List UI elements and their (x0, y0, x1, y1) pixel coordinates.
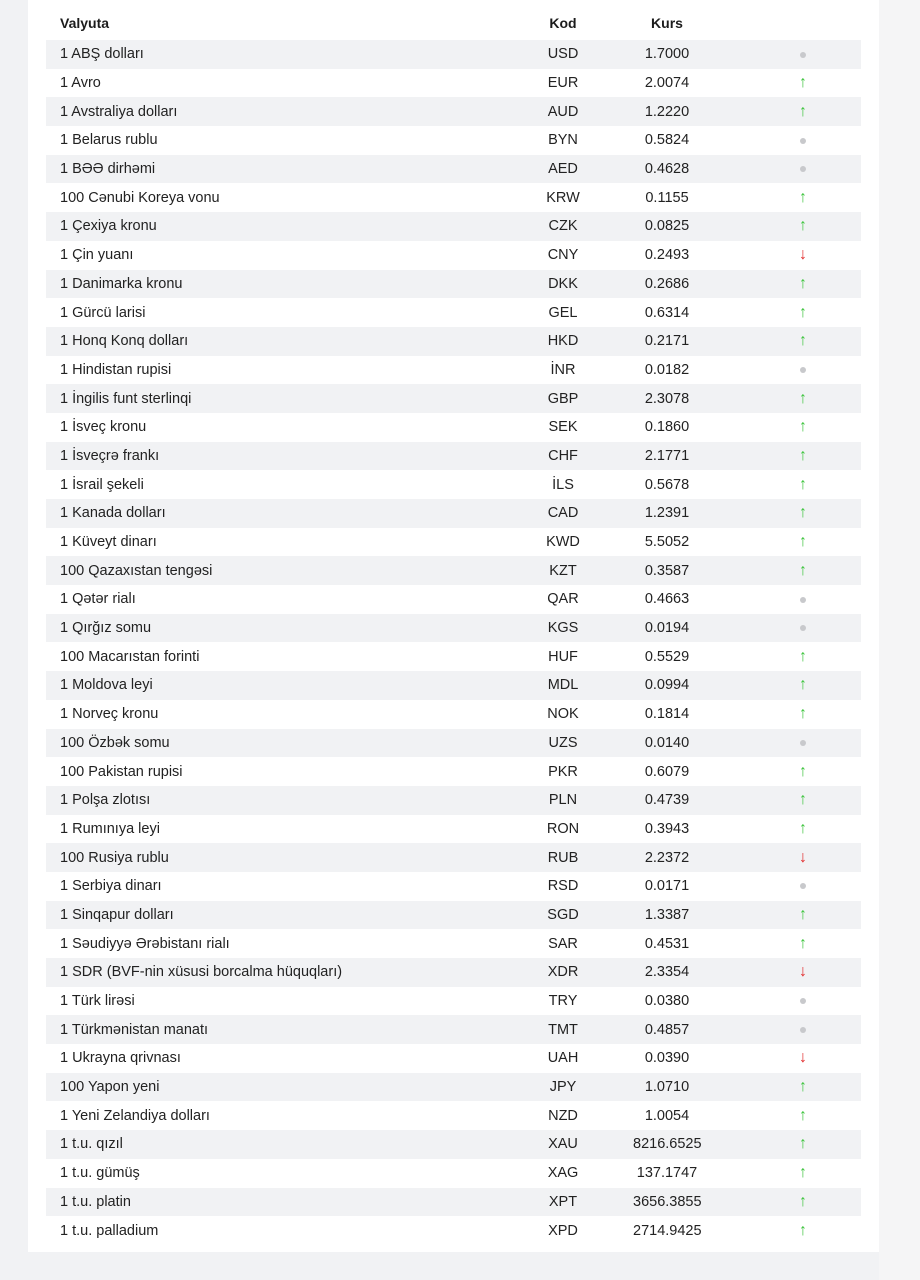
exchange-rate: 0.6314 (644, 304, 690, 321)
table-row (46, 958, 861, 987)
arrow-up-icon: ↑ (799, 74, 807, 92)
table-row (46, 126, 861, 155)
currency-name: 1 Avro (60, 75, 101, 92)
exchange-rate: 0.4857 (644, 1021, 690, 1038)
arrow-up-icon: ↑ (799, 446, 807, 464)
table-row (46, 843, 861, 872)
currency-code: CAD (547, 505, 579, 522)
currency-code: EUR (547, 75, 579, 92)
arrow-up-icon: ↑ (799, 762, 807, 780)
exchange-rate: 2.3354 (644, 964, 690, 981)
currency-name: 1 t.u. qızıl (60, 1136, 123, 1153)
neutral-dot-icon (800, 883, 806, 889)
header-currency: Valyuta (60, 15, 110, 31)
currency-code: İNR (550, 361, 576, 378)
trend-cell (701, 218, 861, 234)
trend-cell (701, 850, 861, 866)
exchange-rate: 0.5529 (644, 648, 690, 665)
currency-name: 100 Özbək somu (60, 734, 170, 751)
table-row (46, 700, 861, 729)
exchange-rate: 0.0171 (644, 878, 690, 895)
exchange-rate: 0.1814 (644, 706, 690, 723)
trend-cell (701, 477, 861, 493)
currency-name: 1 Türk lirəsi (60, 993, 135, 1010)
arrow-up-icon: ↑ (799, 533, 807, 551)
neutral-dot-icon (800, 740, 806, 746)
currency-code: XAG (547, 1165, 579, 1182)
exchange-rate: 0.1860 (644, 419, 690, 436)
trend-cell (701, 563, 861, 579)
currency-code: SGD (547, 906, 579, 923)
exchange-rate: 0.0194 (644, 620, 690, 637)
arrow-up-icon: ↑ (799, 791, 807, 809)
currency-name: 1 Polşa zlotısı (60, 792, 151, 809)
exchange-rate: 0.0825 (644, 218, 690, 235)
header-code: Kod (549, 15, 577, 31)
currency-name: 1 Yeni Zelandiya dolları (60, 1107, 210, 1124)
currency-code: KZT (549, 562, 577, 579)
currency-code: AED (548, 161, 578, 178)
table-body (46, 40, 861, 1245)
currency-name: 1 ABŞ dolları (60, 46, 144, 63)
arrow-up-icon: ↑ (799, 303, 807, 321)
currency-code: UAH (547, 1050, 579, 1067)
exchange-rate: 2714.9425 (633, 1222, 702, 1239)
arrow-up-icon: ↑ (799, 676, 807, 694)
currency-code: CNY (547, 247, 579, 264)
neutral-dot-icon (800, 998, 806, 1004)
currency-name: 100 Qazaxıstan tengəsi (60, 562, 213, 579)
table-row (46, 40, 861, 69)
currency-code: JPY (549, 1079, 577, 1096)
currency-code: GBP (547, 390, 579, 407)
table-row (46, 556, 861, 585)
trend-cell (701, 706, 861, 722)
currency-code: XAU (548, 1136, 578, 1153)
exchange-rate: 0.3587 (644, 562, 690, 579)
exchange-rate: 0.5678 (644, 476, 690, 493)
table-row (46, 69, 861, 98)
trend-cell (701, 1165, 861, 1181)
trend-cell (701, 735, 861, 751)
trend-cell (701, 305, 861, 321)
neutral-dot-icon (800, 1027, 806, 1033)
currency-code: DKK (548, 275, 578, 292)
table-row (46, 872, 861, 901)
currency-code: CZK (548, 218, 578, 235)
currency-name: 1 Türkmənistan manatı (60, 1021, 209, 1038)
trend-cell (701, 276, 861, 292)
trend-cell (701, 75, 861, 91)
trend-cell (701, 792, 861, 808)
arrow-up-icon: ↑ (799, 389, 807, 407)
trend-cell (701, 1050, 861, 1066)
trend-cell (701, 936, 861, 952)
arrow-up-icon: ↑ (799, 504, 807, 522)
table-row (46, 901, 861, 930)
currency-rates-card (28, 0, 879, 1252)
table-row (46, 499, 861, 528)
neutral-dot-icon (800, 166, 806, 172)
trend-cell (701, 993, 861, 1009)
currency-name: 1 BƏƏ dirhəmi (60, 161, 156, 178)
table-row (46, 155, 861, 184)
table-row (46, 384, 861, 413)
exchange-rate: 0.2686 (644, 275, 690, 292)
trend-cell (701, 46, 861, 62)
currency-name: 1 Səudiyyə Ərəbistanı rialı (60, 935, 230, 952)
trend-cell (701, 448, 861, 464)
currency-code: TMT (548, 1021, 578, 1038)
currency-code: SAR (548, 935, 578, 952)
neutral-dot-icon (800, 138, 806, 144)
exchange-rate: 2.1771 (644, 447, 690, 464)
exchange-rate: 2.0074 (644, 75, 690, 92)
exchange-rate: 0.5824 (644, 132, 690, 149)
table-row (46, 241, 861, 270)
trend-cell (701, 1079, 861, 1095)
neutral-dot-icon (800, 367, 806, 373)
arrow-up-icon: ↑ (799, 1078, 807, 1096)
exchange-rate: 0.2171 (644, 333, 690, 350)
trend-cell (701, 247, 861, 263)
neutral-dot-icon (800, 52, 806, 58)
currency-code: HUF (548, 648, 578, 665)
trend-cell (701, 1136, 861, 1152)
arrow-up-icon: ↑ (799, 819, 807, 837)
exchange-rate: 0.0390 (644, 1050, 690, 1067)
neutral-dot-icon (800, 597, 806, 603)
currency-name: 1 Çin yuanı (60, 247, 134, 264)
trend-cell (701, 132, 861, 148)
currency-code: TRY (548, 993, 578, 1010)
currency-name: 1 Gürcü larisi (60, 304, 146, 321)
arrow-up-icon: ↑ (799, 705, 807, 723)
exchange-rate: 1.3387 (644, 906, 690, 923)
arrow-down-icon: ↓ (799, 246, 807, 264)
currency-code: AUD (547, 103, 579, 120)
currency-code: MDL (547, 677, 579, 694)
trend-cell (701, 1223, 861, 1239)
currency-code: XDR (547, 964, 579, 981)
currency-name: 1 Çexiya kronu (60, 218, 157, 235)
arrow-up-icon: ↑ (799, 188, 807, 206)
currency-name: 1 Qırğız somu (60, 620, 152, 637)
currency-rates-table (46, 6, 861, 1245)
currency-code: KWD (546, 534, 580, 551)
table-row (46, 729, 861, 758)
table-row (46, 470, 861, 499)
arrow-up-icon: ↑ (799, 418, 807, 436)
currency-name: 1 SDR (BVF-nin xüsusi borcalma hüquqları) (60, 964, 343, 981)
currency-code: XPT (548, 1193, 578, 1210)
table-row (46, 671, 861, 700)
exchange-rate: 1.0710 (644, 1079, 690, 1096)
exchange-rate: 2.3078 (644, 390, 690, 407)
currency-name: 1 Sinqapur dolları (60, 906, 174, 923)
currency-code: NZD (548, 1107, 578, 1124)
table-row (46, 528, 861, 557)
currency-code: KGS (547, 620, 579, 637)
table-row (46, 1044, 861, 1073)
table-row (46, 585, 861, 614)
trend-cell (701, 534, 861, 550)
trend-cell (701, 333, 861, 349)
currency-name: 1 Qətər rialı (60, 591, 136, 608)
trend-cell (701, 878, 861, 894)
table-row (46, 1159, 861, 1188)
table-row (46, 786, 861, 815)
exchange-rate: 0.0994 (644, 677, 690, 694)
exchange-rate: 0.0380 (644, 993, 690, 1010)
exchange-rate: 1.2391 (644, 505, 690, 522)
trend-cell (701, 764, 861, 780)
currency-name: 1 t.u. platin (60, 1193, 131, 1210)
arrow-down-icon: ↓ (799, 963, 807, 981)
currency-code: KRW (546, 189, 580, 206)
table-row (46, 97, 861, 126)
currency-name: 1 İsveçrə frankı (60, 447, 160, 464)
table-row (46, 270, 861, 299)
trend-cell (701, 649, 861, 665)
exchange-rate: 0.4628 (644, 161, 690, 178)
table-row (46, 356, 861, 385)
exchange-rate: 3656.3855 (633, 1193, 702, 1210)
currency-code: PKR (548, 763, 578, 780)
arrow-up-icon: ↑ (799, 1106, 807, 1124)
trend-cell (701, 505, 861, 521)
currency-code: HKD (547, 333, 579, 350)
table-row (46, 1188, 861, 1217)
currency-name: 1 Kanada dolları (60, 505, 166, 522)
table-row (46, 614, 861, 643)
arrow-down-icon: ↓ (799, 848, 807, 866)
currency-name: 1 Danimarka kronu (60, 275, 183, 292)
currency-name: 1 t.u. gümüş (60, 1165, 140, 1182)
trend-cell (701, 1108, 861, 1124)
arrow-up-icon: ↑ (799, 561, 807, 579)
exchange-rate: 2.2372 (644, 849, 690, 866)
trend-cell (701, 1022, 861, 1038)
arrow-up-icon: ↑ (799, 475, 807, 493)
arrow-up-icon: ↑ (799, 934, 807, 952)
currency-code: RUB (547, 849, 579, 866)
exchange-rate: 0.2493 (644, 247, 690, 264)
trend-cell (701, 591, 861, 607)
arrow-up-icon: ↑ (799, 1135, 807, 1153)
currency-name: 1 Moldova leyi (60, 677, 153, 694)
arrow-down-icon: ↓ (799, 1049, 807, 1067)
currency-code: NOK (547, 706, 579, 723)
table-row (46, 1216, 861, 1245)
exchange-rate: 137.1747 (636, 1165, 698, 1182)
currency-name: 100 Pakistan rupisi (60, 763, 183, 780)
currency-code: İLS (552, 476, 574, 493)
arrow-up-icon: ↑ (799, 647, 807, 665)
table-row (46, 757, 861, 786)
currency-name: 1 İsveç kronu (60, 419, 147, 436)
table-row (46, 1015, 861, 1044)
table-row (46, 815, 861, 844)
currency-code: UZS (548, 734, 578, 751)
arrow-up-icon: ↑ (799, 905, 807, 923)
page-right-edge (879, 0, 920, 1280)
trend-cell (701, 821, 861, 837)
currency-code: SEK (548, 419, 578, 436)
arrow-up-icon: ↑ (799, 1221, 807, 1239)
trend-cell (701, 104, 861, 120)
currency-name: 1 Serbiya dinarı (60, 878, 162, 895)
exchange-rate: 0.1155 (645, 189, 689, 206)
neutral-dot-icon (800, 625, 806, 631)
currency-name: 100 Macarıstan forinti (60, 648, 200, 665)
currency-code: CHF (548, 447, 578, 464)
currency-name: 100 Cənubi Koreya vonu (60, 189, 220, 206)
currency-name: 1 İsrail şekeli (60, 476, 144, 493)
trend-cell (701, 362, 861, 378)
arrow-up-icon: ↑ (799, 274, 807, 292)
table-row (46, 413, 861, 442)
currency-name: 1 İngilis funt sterlinqi (60, 390, 192, 407)
currency-name: 100 Yapon yeni (60, 1079, 160, 1096)
arrow-up-icon: ↑ (799, 332, 807, 350)
trend-cell (701, 1194, 861, 1210)
table-row (46, 929, 861, 958)
trend-cell (701, 677, 861, 693)
table-row (46, 642, 861, 671)
table-row (46, 298, 861, 327)
exchange-rate: 0.4739 (644, 792, 690, 809)
exchange-rate: 0.0182 (644, 361, 690, 378)
currency-code: XPD (548, 1222, 578, 1239)
trend-cell (701, 907, 861, 923)
currency-name: 1 t.u. palladium (60, 1222, 159, 1239)
currency-name: 1 Norveç kronu (60, 706, 159, 723)
currency-name: 1 Belarus rublu (60, 132, 158, 149)
currency-name: 1 Ukrayna qrivnası (60, 1050, 181, 1067)
arrow-up-icon: ↑ (799, 1192, 807, 1210)
arrow-up-icon: ↑ (799, 217, 807, 235)
currency-code: GEL (548, 304, 578, 321)
table-row (46, 327, 861, 356)
arrow-up-icon: ↑ (799, 102, 807, 120)
table-row (46, 183, 861, 212)
currency-code: USD (547, 46, 579, 63)
currency-code: RSD (547, 878, 579, 895)
exchange-rate: 1.0054 (644, 1107, 690, 1124)
exchange-rate: 0.6079 (644, 763, 690, 780)
table-row (46, 442, 861, 471)
exchange-rate: 0.4531 (644, 935, 690, 952)
exchange-rate: 1.2220 (644, 103, 690, 120)
currency-name: 1 Hindistan rupisi (60, 361, 172, 378)
table-header (46, 6, 861, 40)
trend-cell (701, 620, 861, 636)
exchange-rate: 0.4663 (644, 591, 690, 608)
trend-cell (701, 419, 861, 435)
currency-name: 100 Rusiya rublu (60, 849, 169, 866)
currency-code: BYN (548, 132, 578, 149)
header-rate: Kurs (651, 15, 683, 31)
table-row (46, 1101, 861, 1130)
table-row (46, 1130, 861, 1159)
trend-cell (701, 161, 861, 177)
exchange-rate: 0.0140 (644, 734, 690, 751)
currency-code: QAR (547, 591, 579, 608)
currency-name: 1 Honq Konq dolları (60, 333, 189, 350)
table-row (46, 1073, 861, 1102)
exchange-rate: 1.7000 (644, 46, 690, 63)
table-row (46, 212, 861, 241)
currency-name: 1 Avstraliya dolları (60, 103, 178, 120)
currency-name: 1 Rumınıya leyi (60, 820, 160, 837)
arrow-up-icon: ↑ (799, 1164, 807, 1182)
trend-cell (701, 190, 861, 206)
exchange-rate: 5.5052 (644, 534, 690, 551)
currency-code: PLN (548, 792, 578, 809)
exchange-rate: 0.3943 (644, 820, 690, 837)
currency-code: RON (546, 820, 580, 837)
trend-cell (701, 964, 861, 980)
trend-cell (701, 391, 861, 407)
exchange-rate: 8216.6525 (633, 1136, 702, 1153)
table-row (46, 987, 861, 1016)
currency-name: 1 Küveyt dinarı (60, 534, 157, 551)
